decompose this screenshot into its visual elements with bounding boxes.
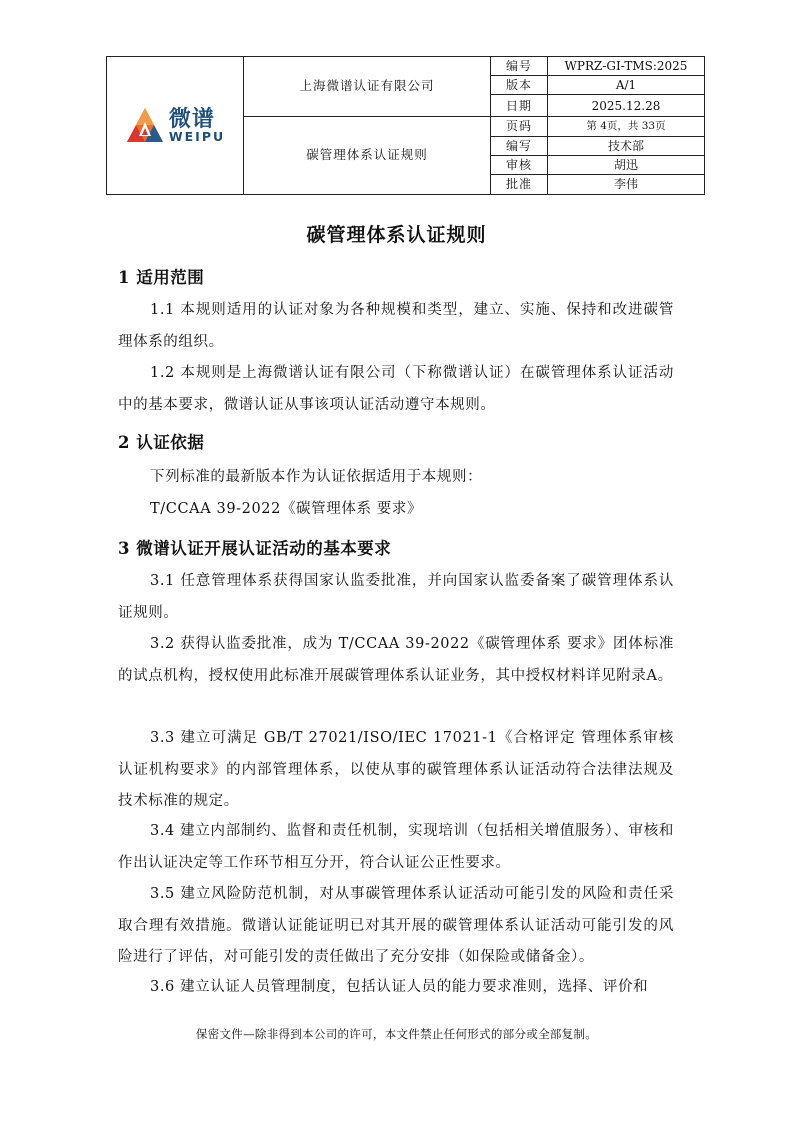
section-heading: 2 认证依据 bbox=[118, 433, 205, 452]
paragraph: 3.4 建立内部制约、监督和责任机制，实现培训（包括相关增值服务）、审核和作出认证决定等工作环节相互分开，符合认证公正性要求。 bbox=[118, 823, 674, 871]
value-reviewed-by: 胡迅 bbox=[548, 155, 705, 174]
paragraph: 1.2 本规则是上海微谱认证有限公司（下称微谱认证）在碳管理体系认证活动中的基本要求，微谱认证从事该项认证活动遵守本规则。 bbox=[118, 365, 674, 413]
value-doc-number: WPRZ-GI-TMS:2025 bbox=[548, 57, 705, 76]
value-approved-by: 李伟 bbox=[548, 174, 705, 194]
paragraph: 1.1 本规则适用的认证对象为各种规模和类型，建立、实施、保持和改进碳管理体系的组织。 bbox=[118, 302, 674, 350]
logo-chinese-name: 微谱 bbox=[168, 106, 215, 132]
paragraph: 下列标准的最新版本作为认证依据适用于本规则： bbox=[150, 469, 483, 485]
confidentiality-footer: 保密文件—除非得到本公司的许可，本文件禁止任何形式的部分或全部复制。 bbox=[195, 1027, 598, 1041]
paragraph: 3.3 建立可满足 GB/T 27021/ISO/IEC 17021-1《合格评定 管理体系审核认证机构要求》的内部管理体系，以使从事的碳管理体系认证活动符合法律法规及技术标准的规定。 bbox=[118, 730, 674, 809]
weipu-logo-icon bbox=[125, 106, 165, 146]
value-date: 2025.12.28 bbox=[548, 95, 705, 117]
section-heading: 1 适用范围 bbox=[118, 268, 205, 287]
paragraph: 3.5 建立风险防范机制，对从事碳管理体系认证活动可能引发的风险和责任采取合理有效措施。微谱认证能证明已对其开展的碳管理体系认证活动可能引发的风险进行了评估，对可能引发的责任做出了充分安排（如保险或储备金）。 bbox=[118, 886, 674, 965]
logo-english-name: WEIPU bbox=[168, 128, 226, 144]
label-doc-number: 编号 bbox=[491, 57, 548, 76]
label-date: 日期 bbox=[491, 95, 548, 117]
paragraph: 3.2 获得认监委批准，成为 T/CCAA 39-2022《碳管理体系 要求》团体标准的试点机构，授权使用此标准开展碳管理体系认证业务，其中授权材料详见附录A。 bbox=[118, 636, 674, 684]
label-prepared-by: 编写 bbox=[491, 136, 548, 155]
section-heading: 3 微谱认证开展认证活动的基本要求 bbox=[118, 539, 392, 558]
standard-reference: T/CCAA 39-2022《碳管理体系 要求》 bbox=[150, 501, 423, 517]
value-prepared-by: 技术部 bbox=[548, 136, 705, 155]
label-page: 页码 bbox=[491, 117, 548, 136]
document-title: 碳管理体系认证规则 bbox=[306, 224, 487, 246]
label-reviewed-by: 审核 bbox=[491, 155, 548, 174]
label-approved-by: 批准 bbox=[491, 174, 548, 194]
company-logo bbox=[107, 57, 244, 195]
value-version: A/1 bbox=[548, 76, 705, 95]
value-page: 第 4页，共 33页 bbox=[548, 117, 705, 136]
paragraph: 3.6 建立认证人员管理制度，包括认证人员的能力要求准则，选择、评价和 bbox=[150, 979, 649, 995]
document-header-table bbox=[106, 56, 705, 195]
header-doc-title: 碳管理体系认证规则 bbox=[244, 117, 491, 195]
paragraph: 3.1 任意管理体系获得国家认监委批准，并向国家认监委备案了碳管理体系认证规则。 bbox=[118, 573, 674, 621]
label-version: 版本 bbox=[491, 76, 548, 95]
company-name: 上海微谱认证有限公司 bbox=[244, 57, 491, 117]
